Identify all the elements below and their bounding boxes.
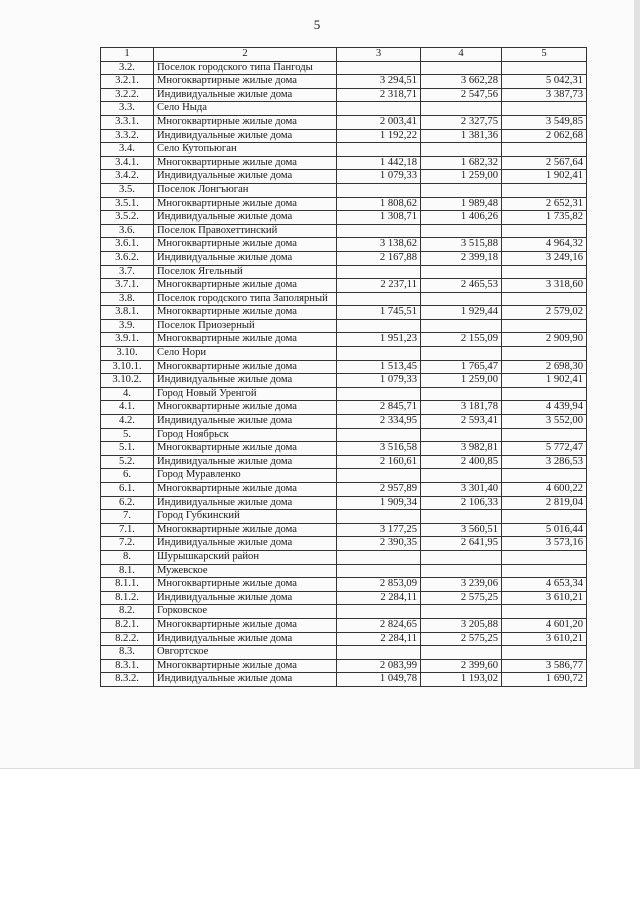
row-name-cell: Поселок Приозерный — [154, 319, 337, 333]
table-row — [101, 605, 587, 619]
row-number-cell: 3.9.1. — [101, 333, 154, 347]
value-cell-col4: 2 641,95 — [421, 537, 502, 551]
value-cell-col3 — [337, 183, 421, 197]
value-cell-col3: 1 909,34 — [337, 496, 421, 510]
row-name-cell: Город Муравленко — [154, 469, 337, 483]
value-cell-col3: 2 003,41 — [337, 115, 421, 129]
row-number-cell: 8.1.2. — [101, 591, 154, 605]
row-name-cell: Многоквартирные жилые дома — [154, 483, 337, 497]
table-row — [101, 102, 587, 116]
row-number-cell: 3.10.1. — [101, 360, 154, 374]
row-number-cell: 3.8. — [101, 292, 154, 306]
row-number-cell: 3.4. — [101, 143, 154, 157]
row-name-cell: Индивидуальные жилые дома — [154, 591, 337, 605]
table-row — [101, 618, 587, 632]
row-name-cell: Индивидуальные жилые дома — [154, 374, 337, 388]
row-number-cell: 3.9. — [101, 319, 154, 333]
table-row — [101, 591, 587, 605]
header-cell-4: 4 — [421, 48, 502, 62]
row-number-cell: 8. — [101, 550, 154, 564]
value-cell-col3: 2 160,61 — [337, 455, 421, 469]
table-row — [101, 550, 587, 564]
row-name-cell: Индивидуальные жилые дома — [154, 211, 337, 225]
table-row — [101, 469, 587, 483]
value-cell-col3: 1 442,18 — [337, 156, 421, 170]
table-row — [101, 251, 587, 265]
value-cell-col4 — [421, 183, 502, 197]
value-cell-col4 — [421, 510, 502, 524]
value-cell-col4: 3 239,06 — [421, 578, 502, 592]
table-row — [101, 673, 587, 687]
value-cell-col4: 3 662,28 — [421, 75, 502, 89]
table-row — [101, 659, 587, 673]
table-row — [101, 170, 587, 184]
value-cell-col5: 2 062,68 — [502, 129, 587, 143]
value-cell-col4: 1 929,44 — [421, 306, 502, 320]
value-cell-col3: 1 808,62 — [337, 197, 421, 211]
value-cell-col5: 2 698,30 — [502, 360, 587, 374]
row-name-cell: Многоквартирные жилые дома — [154, 360, 337, 374]
value-cell-col3: 3 138,62 — [337, 238, 421, 252]
value-cell-col4: 1 193,02 — [421, 673, 502, 687]
row-number-cell: 6.2. — [101, 496, 154, 510]
value-cell-col4 — [421, 605, 502, 619]
value-cell-col5 — [502, 292, 587, 306]
value-cell-col5: 3 549,85 — [502, 115, 587, 129]
row-number-cell: 8.3.2. — [101, 673, 154, 687]
row-name-cell: Поселок Лонгъюган — [154, 183, 337, 197]
value-cell-col5 — [502, 510, 587, 524]
table-row — [101, 143, 587, 157]
value-cell-col4: 2 547,56 — [421, 88, 502, 102]
row-name-cell: Овгортское — [154, 646, 337, 660]
value-cell-col3 — [337, 61, 421, 75]
value-cell-col4: 2 327,75 — [421, 115, 502, 129]
value-cell-col3 — [337, 387, 421, 401]
value-cell-col5 — [502, 428, 587, 442]
table-row — [101, 360, 587, 374]
value-cell-col3: 1 192,22 — [337, 129, 421, 143]
value-cell-col5: 1 902,41 — [502, 374, 587, 388]
table-row — [101, 265, 587, 279]
value-cell-col3 — [337, 224, 421, 238]
table-row — [101, 183, 587, 197]
row-name-cell: Индивидуальные жилые дома — [154, 88, 337, 102]
row-name-cell: Многоквартирные жилые дома — [154, 333, 337, 347]
value-cell-col5: 3 586,77 — [502, 659, 587, 673]
row-name-cell: Село Ныда — [154, 102, 337, 116]
row-name-cell: Горковское — [154, 605, 337, 619]
row-name-cell: Индивидуальные жилые дома — [154, 632, 337, 646]
row-number-cell: 3.6.2. — [101, 251, 154, 265]
row-number-cell: 5.1. — [101, 442, 154, 456]
row-number-cell: 3.3. — [101, 102, 154, 116]
row-number-cell: 8.2. — [101, 605, 154, 619]
value-cell-col4: 1 259,00 — [421, 374, 502, 388]
value-cell-col3: 2 957,89 — [337, 483, 421, 497]
value-cell-col5: 3 286,53 — [502, 455, 587, 469]
value-cell-col4: 2 399,18 — [421, 251, 502, 265]
value-cell-col3: 1 079,33 — [337, 374, 421, 388]
table-body — [101, 48, 587, 687]
value-cell-col5: 3 573,16 — [502, 537, 587, 551]
value-cell-col3: 2 237,11 — [337, 279, 421, 293]
value-cell-col3 — [337, 143, 421, 157]
value-cell-col4 — [421, 646, 502, 660]
value-cell-col4: 2 106,33 — [421, 496, 502, 510]
table-row — [101, 224, 587, 238]
value-cell-col5: 2 567,64 — [502, 156, 587, 170]
row-name-cell: Индивидуальные жилые дома — [154, 170, 337, 184]
value-cell-col5 — [502, 224, 587, 238]
row-number-cell: 6. — [101, 469, 154, 483]
value-cell-col3: 1 513,45 — [337, 360, 421, 374]
value-cell-col5: 1 690,72 — [502, 673, 587, 687]
value-cell-col5 — [502, 265, 587, 279]
value-cell-col4 — [421, 347, 502, 361]
value-cell-col4: 2 575,25 — [421, 632, 502, 646]
value-cell-col5: 2 579,02 — [502, 306, 587, 320]
table-row — [101, 442, 587, 456]
value-cell-col5 — [502, 646, 587, 660]
value-cell-col4: 1 989,48 — [421, 197, 502, 211]
value-cell-col3: 2 334,95 — [337, 415, 421, 429]
row-number-cell: 8.1.1. — [101, 578, 154, 592]
value-cell-col3: 1 745,51 — [337, 306, 421, 320]
row-number-cell: 3.10. — [101, 347, 154, 361]
table-row — [101, 496, 587, 510]
blank-area-below-page — [0, 768, 640, 906]
value-cell-col3: 2 845,71 — [337, 401, 421, 415]
value-cell-col5: 5 016,44 — [502, 523, 587, 537]
value-cell-col3 — [337, 102, 421, 116]
row-name-cell: Многоквартирные жилые дома — [154, 442, 337, 456]
row-name-cell: Город Ноябрьск — [154, 428, 337, 442]
value-cell-col3 — [337, 319, 421, 333]
row-name-cell: Многоквартирные жилые дома — [154, 306, 337, 320]
value-cell-col4: 1 765,47 — [421, 360, 502, 374]
row-number-cell: 8.2.2. — [101, 632, 154, 646]
table-row — [101, 156, 587, 170]
row-number-cell: 3.3.2. — [101, 129, 154, 143]
row-number-cell: 7.2. — [101, 537, 154, 551]
value-cell-col4: 2 155,09 — [421, 333, 502, 347]
value-cell-col3: 1 079,33 — [337, 170, 421, 184]
value-cell-col5 — [502, 319, 587, 333]
row-number-cell: 8.1. — [101, 564, 154, 578]
row-number-cell: 3.6.1. — [101, 238, 154, 252]
row-number-cell: 8.2.1. — [101, 618, 154, 632]
value-cell-col3: 1 951,23 — [337, 333, 421, 347]
value-cell-col5: 1 902,41 — [502, 170, 587, 184]
row-name-cell: Село Кутопьюган — [154, 143, 337, 157]
value-cell-col4: 3 560,51 — [421, 523, 502, 537]
table-row — [101, 238, 587, 252]
value-cell-col3: 3 516,58 — [337, 442, 421, 456]
table-row — [101, 374, 587, 388]
value-cell-col4 — [421, 387, 502, 401]
value-cell-col5: 4 439,94 — [502, 401, 587, 415]
value-cell-col4 — [421, 469, 502, 483]
value-cell-col4: 1 259,00 — [421, 170, 502, 184]
value-cell-col4: 3 515,88 — [421, 238, 502, 252]
value-cell-col5: 1 735,82 — [502, 211, 587, 225]
value-cell-col3: 2 824,65 — [337, 618, 421, 632]
row-number-cell: 4. — [101, 387, 154, 401]
value-cell-col4: 1 682,32 — [421, 156, 502, 170]
cost-table — [100, 47, 587, 687]
row-name-cell: Индивидуальные жилые дома — [154, 129, 337, 143]
table-row — [101, 197, 587, 211]
value-cell-col3 — [337, 510, 421, 524]
table-row — [101, 537, 587, 551]
row-name-cell: Индивидуальные жилые дома — [154, 537, 337, 551]
row-number-cell: 4.2. — [101, 415, 154, 429]
value-cell-col5: 5 772,47 — [502, 442, 587, 456]
row-number-cell: 3.2.1. — [101, 75, 154, 89]
value-cell-col5: 4 653,34 — [502, 578, 587, 592]
row-number-cell: 3.7. — [101, 265, 154, 279]
row-name-cell: Город Губкинский — [154, 510, 337, 524]
table-row — [101, 319, 587, 333]
value-cell-col3 — [337, 469, 421, 483]
table-row — [101, 88, 587, 102]
value-cell-col4: 3 301,40 — [421, 483, 502, 497]
value-cell-col4 — [421, 143, 502, 157]
row-number-cell: 5.2. — [101, 455, 154, 469]
row-name-cell: Многоквартирные жилые дома — [154, 115, 337, 129]
value-cell-col5 — [502, 347, 587, 361]
row-number-cell: 4.1. — [101, 401, 154, 415]
table-row — [101, 564, 587, 578]
value-cell-col4 — [421, 292, 502, 306]
table-row — [101, 387, 587, 401]
row-name-cell: Индивидуальные жилые дома — [154, 496, 337, 510]
value-cell-col5: 3 552,00 — [502, 415, 587, 429]
value-cell-col3: 3 177,25 — [337, 523, 421, 537]
row-number-cell: 3.4.1. — [101, 156, 154, 170]
row-name-cell: Индивидуальные жилые дома — [154, 415, 337, 429]
value-cell-col4: 3 205,88 — [421, 618, 502, 632]
value-cell-col5: 2 652,31 — [502, 197, 587, 211]
table-row — [101, 415, 587, 429]
row-name-cell: Город Новый Уренгой — [154, 387, 337, 401]
row-name-cell: Поселок городского типа Пангоды — [154, 61, 337, 75]
value-cell-col3: 2 318,71 — [337, 88, 421, 102]
table-row — [101, 401, 587, 415]
value-cell-col5: 2 819,04 — [502, 496, 587, 510]
header-cell-1: 1 — [101, 48, 154, 62]
row-number-cell: 3.4.2. — [101, 170, 154, 184]
value-cell-col4 — [421, 224, 502, 238]
table-row — [101, 347, 587, 361]
table-header-row — [101, 48, 587, 62]
value-cell-col3 — [337, 646, 421, 660]
row-name-cell: Многоквартирные жилые дома — [154, 279, 337, 293]
table-row — [101, 483, 587, 497]
value-cell-col5 — [502, 564, 587, 578]
row-name-cell: Многоквартирные жилые дома — [154, 659, 337, 673]
value-cell-col3 — [337, 347, 421, 361]
value-cell-col4 — [421, 319, 502, 333]
value-cell-col5: 4 600,22 — [502, 483, 587, 497]
value-cell-col3 — [337, 550, 421, 564]
value-cell-col4: 2 400,85 — [421, 455, 502, 469]
row-name-cell: Многоквартирные жилые дома — [154, 578, 337, 592]
row-name-cell: Многоквартирные жилые дома — [154, 156, 337, 170]
header-cell-3: 3 — [337, 48, 421, 62]
value-cell-col5: 4 601,20 — [502, 618, 587, 632]
row-name-cell: Индивидуальные жилые дома — [154, 673, 337, 687]
table-row — [101, 646, 587, 660]
value-cell-col3: 2 390,35 — [337, 537, 421, 551]
value-cell-col3: 2 853,09 — [337, 578, 421, 592]
value-cell-col5 — [502, 387, 587, 401]
table-row — [101, 115, 587, 129]
row-name-cell: Поселок Правохеттинский — [154, 224, 337, 238]
value-cell-col3: 2 083,99 — [337, 659, 421, 673]
row-number-cell: 3.2. — [101, 61, 154, 75]
value-cell-col5: 3 387,73 — [502, 88, 587, 102]
table-row — [101, 292, 587, 306]
value-cell-col4 — [421, 428, 502, 442]
value-cell-col3 — [337, 292, 421, 306]
value-cell-col3 — [337, 428, 421, 442]
value-cell-col4 — [421, 550, 502, 564]
row-number-cell: 3.7.1. — [101, 279, 154, 293]
value-cell-col3: 2 167,88 — [337, 251, 421, 265]
value-cell-col5: 2 909,90 — [502, 333, 587, 347]
header-cell-2: 2 — [154, 48, 337, 62]
row-number-cell: 3.10.2. — [101, 374, 154, 388]
page-number: 5 — [313, 17, 321, 32]
row-number-cell: 5. — [101, 428, 154, 442]
table-row — [101, 211, 587, 225]
row-number-cell: 8.3.1. — [101, 659, 154, 673]
row-number-cell: 3.2.2. — [101, 88, 154, 102]
row-number-cell: 3.8.1. — [101, 306, 154, 320]
table-row — [101, 523, 587, 537]
row-name-cell: Мужевское — [154, 564, 337, 578]
value-cell-col3: 1 049,78 — [337, 673, 421, 687]
value-cell-col4: 2 575,25 — [421, 591, 502, 605]
value-cell-col4: 2 593,41 — [421, 415, 502, 429]
value-cell-col3: 2 284,11 — [337, 632, 421, 646]
value-cell-col5 — [502, 143, 587, 157]
value-cell-col5 — [502, 102, 587, 116]
row-number-cell: 3.5.2. — [101, 211, 154, 225]
row-name-cell: Село Нори — [154, 347, 337, 361]
value-cell-col3 — [337, 605, 421, 619]
value-cell-col3 — [337, 564, 421, 578]
value-cell-col3 — [337, 265, 421, 279]
table-row — [101, 333, 587, 347]
row-name-cell: Многоквартирные жилые дома — [154, 618, 337, 632]
value-cell-col5: 3 249,16 — [502, 251, 587, 265]
value-cell-col4: 1 406,26 — [421, 211, 502, 225]
value-cell-col5 — [502, 605, 587, 619]
row-name-cell: Многоквартирные жилые дома — [154, 238, 337, 252]
value-cell-col5 — [502, 469, 587, 483]
row-name-cell: Многоквартирные жилые дома — [154, 197, 337, 211]
value-cell-col4: 2 465,53 — [421, 279, 502, 293]
row-name-cell: Индивидуальные жилые дома — [154, 455, 337, 469]
value-cell-col3: 1 308,71 — [337, 211, 421, 225]
value-cell-col5: 5 042,31 — [502, 75, 587, 89]
row-name-cell: Поселок городского типа Заполярный — [154, 292, 337, 306]
row-number-cell: 7.1. — [101, 523, 154, 537]
value-cell-col4 — [421, 61, 502, 75]
header-cell-5: 5 — [502, 48, 587, 62]
row-number-cell: 6.1. — [101, 483, 154, 497]
value-cell-col5 — [502, 61, 587, 75]
value-cell-col5 — [502, 550, 587, 564]
table-row — [101, 61, 587, 75]
value-cell-col4: 1 381,36 — [421, 129, 502, 143]
row-number-cell: 3.3.1. — [101, 115, 154, 129]
value-cell-col4 — [421, 265, 502, 279]
row-number-cell: 3.5.1. — [101, 197, 154, 211]
value-cell-col5: 3 318,60 — [502, 279, 587, 293]
row-name-cell: Поселок Ягельный — [154, 265, 337, 279]
row-number-cell: 3.6. — [101, 224, 154, 238]
row-name-cell: Многоквартирные жилые дома — [154, 401, 337, 415]
value-cell-col4 — [421, 564, 502, 578]
value-cell-col4: 2 399,60 — [421, 659, 502, 673]
value-cell-col4: 3 181,78 — [421, 401, 502, 415]
table-row — [101, 129, 587, 143]
row-name-cell: Многоквартирные жилые дома — [154, 523, 337, 537]
row-number-cell: 7. — [101, 510, 154, 524]
value-cell-col4 — [421, 102, 502, 116]
table-row — [101, 632, 587, 646]
table-row — [101, 75, 587, 89]
row-number-cell: 3.5. — [101, 183, 154, 197]
row-name-cell: Многоквартирные жилые дома — [154, 75, 337, 89]
row-name-cell: Шурышкарский район — [154, 550, 337, 564]
table-row — [101, 578, 587, 592]
value-cell-col5 — [502, 183, 587, 197]
value-cell-col5: 3 610,21 — [502, 591, 587, 605]
value-cell-col5: 3 610,21 — [502, 632, 587, 646]
row-name-cell: Индивидуальные жилые дома — [154, 251, 337, 265]
table-row — [101, 510, 587, 524]
value-cell-col4: 3 982,81 — [421, 442, 502, 456]
table-row — [101, 428, 587, 442]
row-number-cell: 8.3. — [101, 646, 154, 660]
table-row — [101, 455, 587, 469]
value-cell-col3: 2 284,11 — [337, 591, 421, 605]
table-row — [101, 306, 587, 320]
value-cell-col3: 3 294,51 — [337, 75, 421, 89]
value-cell-col5: 4 964,32 — [502, 238, 587, 252]
table-row — [101, 279, 587, 293]
